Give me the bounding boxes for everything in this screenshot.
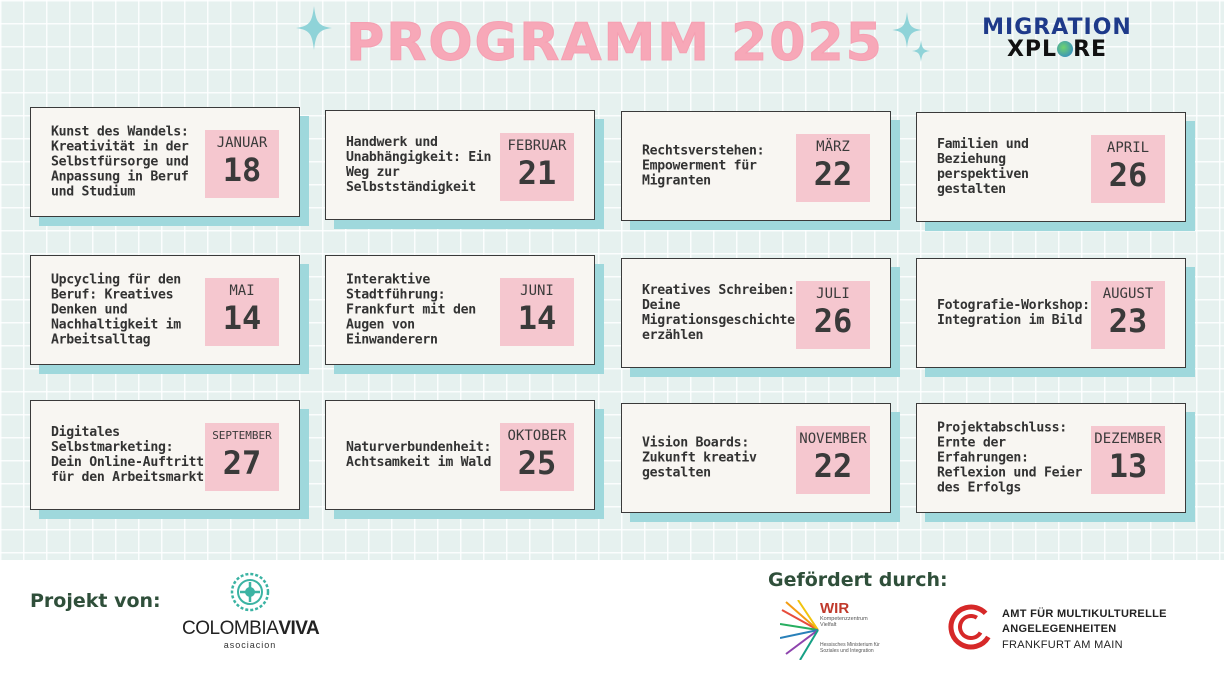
event-month: FEBRUAR — [507, 138, 567, 154]
event-month: DEZEMBER — [1094, 431, 1162, 447]
date-badge — [500, 278, 574, 346]
event-card-april — [916, 112, 1186, 222]
colombia-viva-emblem-icon — [230, 572, 270, 612]
logo-line-2a: XPL — [1006, 37, 1058, 62]
event-card-august — [916, 258, 1186, 368]
event-day: 27 — [222, 444, 262, 482]
event-description: Projektabschluss: Ernte der Erfahrungen: Reflexion und Feier des Erfolgs — [937, 420, 1083, 496]
event-description: Upcycling für den Beruf: Kreatives Denken und Nachhaltigkeit im Arbeitsalltag — [51, 272, 181, 348]
event-day: 14 — [222, 299, 262, 337]
event-day: 26 — [813, 302, 853, 340]
event-day: 25 — [517, 444, 557, 482]
event-card-dezember — [916, 403, 1186, 513]
migration-xplore-logo — [972, 16, 1142, 64]
event-day: 14 — [517, 299, 557, 337]
event-description: Naturverbundenheit: Achtsamkeit im Wald — [346, 440, 492, 470]
globe-icon — [1057, 41, 1073, 57]
colombia-name-b: VIVA — [278, 618, 320, 639]
date-badge — [1091, 281, 1165, 349]
wir-sub1: Kompetenzzentrum Vielfalt — [820, 616, 868, 628]
date-badge — [796, 426, 870, 494]
page-title — [300, 8, 930, 78]
date-badge — [796, 134, 870, 202]
wir-logo — [780, 598, 880, 660]
event-day: 23 — [1108, 302, 1148, 340]
event-description: Vision Boards: Zukunft kreativ gestalten — [642, 435, 757, 481]
wir-title: WIR — [820, 600, 850, 617]
event-card-mai — [30, 255, 300, 365]
event-month: SEPTEMBER — [212, 429, 272, 442]
event-day: 13 — [1108, 447, 1148, 485]
amt-line-2: ANGELEGENHEITEN — [1002, 623, 1117, 635]
event-card-januar — [30, 107, 300, 217]
event-day: 22 — [813, 155, 853, 193]
colombia-name-a: COLOMBIA — [182, 618, 279, 639]
date-badge — [500, 423, 574, 491]
event-card-maerz — [621, 111, 891, 221]
event-description: Fotografie-Workshop: Integration im Bild — [937, 298, 1090, 328]
logo-line-1: MIGRATION — [982, 15, 1132, 40]
amt-line-3: FRANKFURT AM MAIN — [1002, 639, 1123, 651]
event-description: Interaktive Stadtführung: Frankfurt mit den Augen von Einwanderern — [346, 272, 476, 348]
event-description: Digitales Selbstmarketing: Dein Online-Auftritt für den Arbeitsmarkt — [51, 425, 204, 485]
event-description: Rechtsverstehen: Empowerment für Migranten — [642, 143, 765, 189]
colombia-viva-sub: asociacion — [223, 640, 277, 650]
date-badge — [205, 423, 279, 491]
amt-logo — [948, 604, 1178, 654]
event-day: 22 — [813, 447, 853, 485]
event-description: Kreatives Schreiben: Deine Migrationsgeschichte erzählen — [642, 283, 795, 343]
event-description: Handwerk und Unabhängigkeit: Ein Weg zur Selbstständigkeit — [346, 135, 492, 195]
event-month: AUGUST — [1102, 286, 1154, 302]
event-day: 21 — [517, 154, 557, 192]
event-month: MAI — [229, 283, 255, 299]
date-badge — [1091, 426, 1165, 494]
date-badge — [1091, 135, 1165, 203]
event-description: Kunst des Wandels: Kreativität in der Selbstfürsorge und Anpassung in Beruf und Studium — [51, 124, 189, 200]
date-badge — [500, 133, 574, 201]
amt-emblem-icon — [948, 604, 994, 650]
event-card-september — [30, 400, 300, 510]
logo-line-2 — [972, 37, 1142, 62]
event-month: JANUAR — [216, 135, 268, 151]
wir-sub2: Hessisches Ministerium für Soziales und Integration — [820, 642, 880, 654]
date-badge — [205, 130, 279, 198]
event-month: OKTOBER — [507, 428, 567, 444]
event-card-oktober — [325, 400, 595, 510]
title-text: PROGRAMM 2025 — [346, 13, 884, 73]
event-day: 18 — [222, 151, 262, 189]
event-month: APRIL — [1106, 140, 1150, 156]
date-badge — [796, 281, 870, 349]
wir-rays-icon — [780, 600, 822, 660]
event-card-juni — [325, 255, 595, 365]
event-card-november — [621, 403, 891, 513]
event-month: MÄRZ — [816, 139, 850, 155]
projekt-label: Projekt von: — [30, 590, 161, 612]
gefoerdert-label: Gefördert durch: — [768, 569, 948, 591]
colombia-viva-name — [182, 618, 318, 640]
event-card-juli — [621, 258, 891, 368]
amt-line-1: AMT FÜR MULTIKULTURELLE — [1002, 608, 1167, 620]
event-month: JULI — [816, 286, 850, 302]
colombia-viva-logo — [182, 572, 318, 648]
event-day: 26 — [1108, 156, 1148, 194]
logo-line-2b: RE — [1073, 37, 1108, 62]
event-month: JUNI — [520, 283, 554, 299]
event-description: Familien und Beziehung perspektiven gestalten — [937, 137, 1029, 197]
event-month: NOVEMBER — [799, 431, 867, 447]
event-card-februar — [325, 110, 595, 220]
date-badge — [205, 278, 279, 346]
sparkle-small-icon — [912, 40, 930, 62]
